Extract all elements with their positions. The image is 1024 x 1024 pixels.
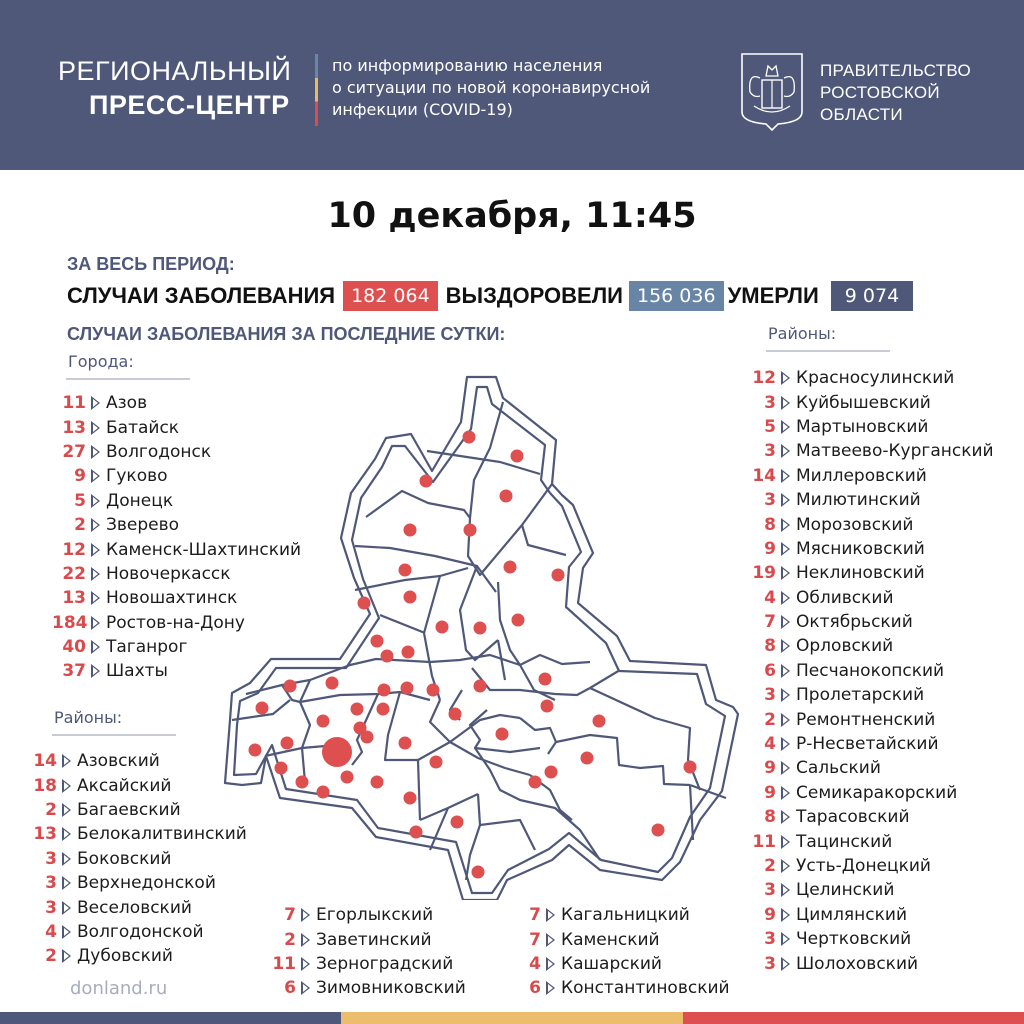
press-center-title: РЕГИОНАЛЬНЫЙ [58, 56, 292, 86]
case-dot [399, 737, 412, 750]
case-count: 184 [52, 612, 88, 633]
locality-name: Миллеровский [796, 465, 927, 486]
triangle-arrow-icon [781, 591, 790, 605]
case-dot [378, 684, 391, 697]
case-dot [351, 703, 364, 716]
list-item [748, 415, 994, 439]
triangle-arrow-icon [781, 420, 790, 434]
locality-name: Кагальницкий [561, 905, 690, 926]
case-count: 11 [272, 953, 296, 974]
triangle-arrow-icon [62, 901, 71, 915]
totals-row [67, 281, 921, 311]
case-dot [427, 684, 440, 697]
list-item [748, 732, 994, 756]
case-count: 2 [45, 799, 57, 820]
list-item [270, 903, 466, 927]
triangle-arrow-icon [781, 835, 790, 849]
case-count: 2 [764, 709, 776, 730]
locality-name: Белокалитвинский [77, 824, 247, 845]
case-count: 6 [284, 978, 296, 999]
districts-right-label: Районы: [768, 324, 836, 343]
locality-name: Усть-Донецкий [796, 856, 931, 876]
locality-name: Куйбышевский [796, 392, 931, 413]
case-count: 6 [529, 978, 541, 999]
locality-name: Ремонтненский [796, 709, 936, 730]
case-dot [404, 792, 417, 805]
died-badge: 9 074 [831, 281, 913, 311]
case-dot [436, 621, 449, 634]
list-item [748, 659, 994, 683]
case-dot [284, 680, 297, 693]
triangle-arrow-icon [781, 664, 790, 678]
triangle-arrow-icon [781, 859, 790, 873]
recovered-badge: 156 036 [629, 281, 724, 311]
locality-name: Морозовский [796, 514, 914, 535]
case-dot [377, 703, 390, 716]
case-count: 11 [62, 393, 86, 414]
locality-name: Дубовский [77, 946, 173, 967]
case-dot [652, 824, 665, 837]
triangle-arrow-icon [781, 396, 790, 410]
locality-name: Константиновский [561, 978, 730, 999]
case-count: 4 [529, 953, 541, 974]
case-count: 5 [74, 490, 86, 511]
case-dot [500, 490, 513, 503]
case-count: 13 [62, 588, 86, 609]
locality-name: Ростов-на-Дону [106, 612, 245, 633]
list-item [748, 878, 994, 902]
locality-name: Азов [106, 393, 148, 414]
locality-name: Новочеркасск [106, 563, 231, 584]
locality-name: Волгодонск [106, 441, 212, 462]
case-dot [529, 776, 542, 789]
case-count: 3 [764, 685, 776, 706]
triangle-arrow-icon [546, 957, 555, 971]
list-item [515, 976, 730, 1000]
case-count: 9 [764, 758, 776, 779]
triangle-arrow-icon [781, 493, 790, 507]
locality-name: Зимовниковский [316, 978, 466, 999]
case-count: 19 [752, 563, 776, 584]
case-count: 7 [529, 905, 541, 926]
locality-name: Милютинский [796, 490, 921, 511]
case-dot [463, 431, 476, 444]
locality-name: Заветинский [316, 929, 432, 950]
locality-name: Пролетарский [796, 685, 925, 706]
case-dot [404, 524, 417, 537]
case-dot [275, 762, 288, 775]
locality-name: Веселовский [77, 897, 192, 918]
locality-name: Верхнедонской [77, 873, 216, 894]
triangle-arrow-icon [781, 786, 790, 800]
last-day-label: СЛУЧАИ ЗАБОЛЕВАНИЯ ЗА ПОСЛЕДНИЕ СУТКИ: [67, 324, 506, 344]
locality-name: Орловский [796, 636, 894, 657]
triangle-arrow-icon [781, 639, 790, 653]
list-item [748, 634, 994, 658]
case-dot [410, 826, 423, 839]
case-count: 6 [764, 660, 776, 681]
list-item [270, 976, 466, 1000]
triangle-arrow-icon [91, 445, 100, 459]
locality-name: Донецк [106, 490, 174, 511]
locality-name: Тарасовский [796, 807, 910, 828]
case-count: 2 [74, 515, 86, 536]
triangle-arrow-icon [781, 737, 790, 751]
case-count: 4 [45, 921, 57, 942]
case-dot [545, 766, 558, 779]
case-count: 27 [62, 441, 86, 462]
case-count: 9 [764, 538, 776, 559]
triangle-arrow-icon [781, 957, 790, 971]
list-item [25, 871, 247, 895]
case-dot [511, 450, 524, 463]
case-dot [256, 702, 269, 715]
locality-name: Семикаракорский [796, 782, 958, 803]
list-item [748, 707, 994, 731]
case-dot [358, 597, 371, 610]
case-dot [296, 776, 309, 789]
locality-name: Сальский [796, 758, 881, 779]
list-item [748, 512, 994, 536]
list-item [515, 952, 730, 976]
list-item [25, 920, 247, 944]
divider [66, 378, 190, 380]
list-item [748, 854, 994, 878]
case-count: 3 [45, 873, 57, 894]
locality-name: Каменск-Шахтинский [106, 539, 302, 560]
districts-mid2-list [515, 903, 730, 1001]
triangle-arrow-icon [781, 566, 790, 580]
cases-badge: 182 064 [343, 281, 438, 311]
locality-name: Батайск [106, 417, 180, 438]
list-item [270, 927, 466, 951]
triangle-arrow-icon [781, 932, 790, 946]
triangle-arrow-icon [781, 713, 790, 727]
case-dot [474, 680, 487, 693]
case-count: 3 [764, 392, 776, 413]
triangle-arrow-icon [91, 664, 100, 678]
list-item [748, 366, 994, 390]
case-count: 4 [764, 587, 776, 608]
case-count: 22 [62, 563, 86, 584]
government-label: ПРАВИТЕЛЬСТВО РОСТОВСКОЙ ОБЛАСТИ [820, 61, 971, 124]
cities-label: Города: [68, 352, 134, 371]
case-count: 3 [764, 929, 776, 950]
locality-name: Обливский [796, 587, 894, 608]
triangle-arrow-icon [91, 396, 100, 410]
case-dot [317, 715, 330, 728]
list-item [748, 561, 994, 585]
case-count: 3 [764, 441, 776, 462]
locality-name: Чертковский [796, 929, 912, 950]
locality-name: Р-Несветайский [796, 734, 939, 755]
locality-name: Мясниковский [796, 538, 925, 559]
case-dot [581, 752, 594, 765]
case-dot [326, 677, 339, 690]
list-item [515, 903, 730, 927]
rostov-coat-of-arms-icon [740, 52, 804, 132]
triangle-arrow-icon [91, 518, 100, 532]
list-item [748, 781, 994, 805]
triangle-arrow-icon [781, 908, 790, 922]
list-item [515, 927, 730, 951]
list-item [748, 464, 994, 488]
case-count: 8 [764, 636, 776, 657]
press-center-subtitle: ПРЕСС-ЦЕНТР [89, 90, 290, 120]
triangle-arrow-icon [301, 933, 310, 947]
triangle-arrow-icon [91, 543, 100, 557]
triangle-arrow-icon [91, 567, 100, 581]
case-count: 7 [284, 905, 296, 926]
locality-name: Шолоховский [796, 953, 919, 974]
triangle-arrow-icon [62, 949, 71, 963]
website-link[interactable]: donland.ru [70, 978, 168, 999]
districts-left-list [25, 749, 247, 969]
case-dot [496, 728, 509, 741]
locality-name: Октябрьский [796, 612, 913, 633]
case-dot [472, 866, 485, 879]
case-count: 13 [33, 824, 57, 845]
period-label: ЗА ВЕСЬ ПЕРИОД: [67, 254, 235, 274]
case-dot [354, 722, 367, 735]
rostov-region-map-icon [220, 360, 740, 900]
case-count: 4 [764, 734, 776, 755]
header-banner [0, 0, 1024, 170]
list-item [25, 847, 247, 871]
case-dot [684, 761, 697, 774]
case-count: 9 [764, 904, 776, 925]
case-count: 8 [764, 514, 776, 535]
locality-name: Неклиновский [796, 563, 925, 584]
triangle-arrow-icon [301, 908, 310, 922]
triangle-arrow-icon [91, 469, 100, 483]
case-count: 11 [752, 831, 776, 852]
locality-name: Матвеево-Курганский [796, 441, 994, 462]
locality-name: Каменский [561, 929, 660, 950]
case-dot [281, 737, 294, 750]
case-count: 3 [45, 848, 57, 869]
case-count: 7 [764, 612, 776, 633]
list-item [748, 903, 994, 927]
locality-name: Зерноградский [316, 953, 454, 974]
list-item [25, 773, 247, 797]
locality-name: Тацинский [796, 831, 893, 852]
header-description: по информированию населения о ситуации по новой коронавирусной инфекции (COVID-19) [332, 56, 651, 119]
triangle-arrow-icon [781, 444, 790, 458]
divider [52, 734, 176, 736]
triangle-arrow-icon [62, 754, 71, 768]
case-count: 3 [764, 490, 776, 511]
case-dot [430, 756, 443, 769]
triangle-arrow-icon [91, 616, 100, 630]
triangle-arrow-icon [781, 883, 790, 897]
case-count: 3 [45, 897, 57, 918]
case-count: 2 [764, 856, 776, 876]
case-count: 2 [45, 946, 57, 967]
divider [766, 350, 890, 352]
triangle-arrow-icon [62, 876, 71, 890]
case-count: 3 [764, 953, 776, 974]
list-item [748, 537, 994, 561]
case-dot [341, 771, 354, 784]
cases-label: СЛУЧАИ ЗАБОЛЕВАНИЯ [67, 283, 336, 308]
case-dot [402, 646, 415, 659]
districts-left-label: Районы: [54, 708, 122, 727]
locality-name: Шахты [106, 661, 168, 682]
case-dot [371, 776, 384, 789]
list-item [748, 439, 994, 463]
case-count: 3 [764, 880, 776, 901]
case-count: 14 [752, 465, 776, 486]
case-dot [552, 569, 565, 582]
case-count: 9 [764, 782, 776, 803]
case-count: 7 [529, 929, 541, 950]
triangle-arrow-icon [546, 933, 555, 947]
case-dot [474, 622, 487, 635]
case-dot [539, 673, 552, 686]
triangle-arrow-icon [546, 981, 555, 995]
list-item [748, 756, 994, 780]
locality-name: Мартыновский [796, 416, 929, 437]
case-count: 12 [752, 368, 776, 389]
locality-name: Волгодонской [77, 921, 204, 942]
case-count: 8 [764, 807, 776, 828]
triangle-arrow-icon [781, 371, 790, 385]
rostov-case-dot [322, 737, 352, 767]
locality-name: Кашарский [561, 953, 662, 974]
locality-name: Боковский [77, 848, 172, 869]
triangle-arrow-icon [781, 761, 790, 775]
case-count: 12 [62, 539, 86, 560]
case-count: 13 [62, 417, 86, 438]
triangle-arrow-icon [91, 640, 100, 654]
footer-tricolor-bar [0, 1012, 1024, 1024]
locality-name: Песчанокопский [796, 660, 945, 681]
case-count: 5 [764, 416, 776, 437]
list-item [25, 798, 247, 822]
locality-name: Аксайский [77, 775, 172, 796]
list-item [25, 822, 247, 846]
triangle-arrow-icon [546, 908, 555, 922]
districts-right-list [748, 366, 994, 976]
case-count: 9 [74, 466, 86, 487]
case-dot [381, 650, 394, 663]
triangle-arrow-icon [781, 615, 790, 629]
case-dot [317, 786, 330, 799]
list-item [748, 829, 994, 853]
list-item [748, 586, 994, 610]
triangle-arrow-icon [781, 810, 790, 824]
case-dot [420, 475, 433, 488]
list-item [748, 610, 994, 634]
triangle-arrow-icon [62, 803, 71, 817]
triangle-arrow-icon [62, 827, 71, 841]
locality-name: Целинский [796, 880, 895, 901]
locality-name: Таганрог [106, 637, 188, 658]
triangle-arrow-icon [91, 494, 100, 508]
list-item [270, 952, 466, 976]
locality-name: Зверево [106, 515, 180, 536]
triangle-arrow-icon [781, 542, 790, 556]
list-item [748, 683, 994, 707]
case-dot [401, 682, 414, 695]
locality-name: Новошахтинск [106, 588, 238, 609]
triangle-arrow-icon [781, 518, 790, 532]
locality-name: Азовский [77, 751, 160, 772]
locality-name: Цимлянский [796, 904, 907, 925]
triangle-arrow-icon [781, 469, 790, 483]
case-dot [249, 744, 262, 757]
triangle-arrow-icon [91, 421, 100, 435]
case-count: 2 [284, 929, 296, 950]
list-item [748, 488, 994, 512]
tricolor-divider [315, 54, 318, 126]
triangle-arrow-icon [62, 779, 71, 793]
died-label: УМЕРЛИ [727, 283, 819, 308]
case-count: 18 [33, 775, 57, 796]
triangle-arrow-icon [781, 688, 790, 702]
triangle-arrow-icon [301, 957, 310, 971]
list-item [748, 390, 994, 414]
list-item [25, 895, 247, 919]
case-dot [464, 524, 477, 537]
triangle-arrow-icon [91, 591, 100, 605]
case-dot [541, 700, 554, 713]
triangle-arrow-icon [62, 925, 71, 939]
recovered-label: ВЫЗДОРОВЕЛИ [445, 283, 623, 308]
triangle-arrow-icon [301, 981, 310, 995]
case-dot [512, 614, 525, 627]
case-count: 40 [62, 637, 86, 658]
locality-name: Гуково [106, 466, 168, 487]
case-count: 14 [33, 751, 57, 772]
case-dot [451, 816, 464, 829]
case-dot [449, 708, 462, 721]
locality-name: Егорлыкский [316, 905, 434, 926]
list-item [25, 944, 247, 968]
list-item [748, 927, 994, 951]
case-dot [399, 564, 412, 577]
case-dot [504, 561, 517, 574]
districts-mid1-list [270, 903, 466, 1001]
locality-name: Багаевский [77, 799, 181, 820]
list-item [748, 951, 994, 975]
triangle-arrow-icon [62, 852, 71, 866]
list-item [748, 805, 994, 829]
list-item [25, 749, 247, 773]
report-date: 10 декабря, 11:45 [327, 196, 697, 236]
locality-name: Красносулинский [796, 368, 955, 389]
case-dot [404, 591, 417, 604]
case-dot [593, 715, 606, 728]
case-count: 37 [62, 661, 86, 682]
case-dot [371, 635, 384, 648]
